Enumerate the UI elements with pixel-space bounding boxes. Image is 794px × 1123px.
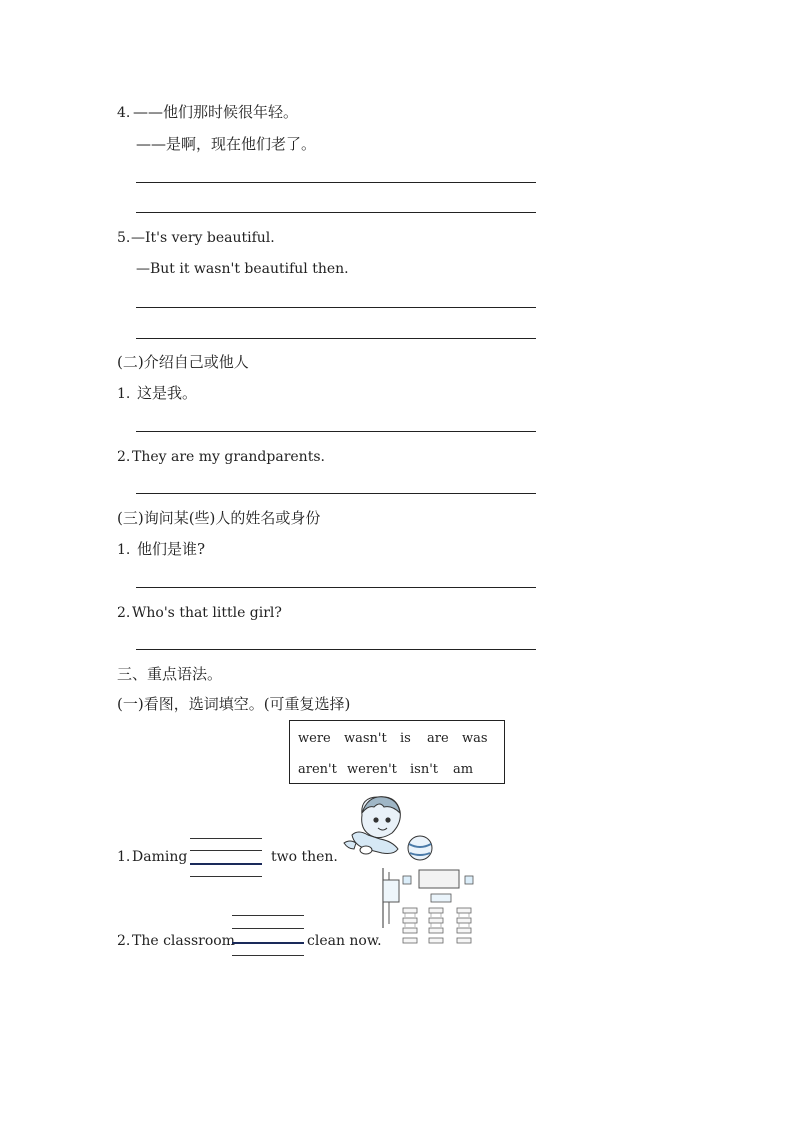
g-q1-after: two then. [271,849,338,865]
s2-q1-answer-line[interactable] [136,431,536,432]
g-q2-number: 2. [117,933,131,949]
s3-q2-text: Who's that little girl? [132,605,282,621]
g-q1-before: Daming [132,849,188,865]
q5-number: 5. [117,230,131,246]
q4-answer-line-1[interactable] [136,182,536,183]
word-option: are [427,731,449,746]
q4-line1: ——他们那时候很年轻。 [133,103,299,121]
classroom-image [381,866,479,946]
word-option: isn't [410,762,438,777]
s2-q2-number: 2. [117,449,131,465]
word-bank [289,720,505,784]
q4-line2: ——是啊，现在他们老了。 [136,135,317,153]
q5-answer-line-1[interactable] [136,307,536,308]
s2-q2-text: They are my grandparents. [132,449,325,465]
g-q2-after: clean now. [307,933,382,949]
word-option: wasn't [344,731,387,746]
s2-q2-answer-line[interactable] [136,493,536,494]
g-q1-number: 1. [117,849,131,865]
q5-line2: —But it wasn't beautiful then. [136,261,349,277]
q4-number: 4. [117,105,131,121]
word-option: is [400,731,411,746]
q5-line1: —It's very beautiful. [131,230,275,246]
s3-q2-answer-line[interactable] [136,649,536,650]
word-option: am [453,762,474,777]
s3-q2-number: 2. [117,605,131,621]
word-option: weren't [347,762,397,777]
word-option: was [462,731,488,746]
section-3-title: (三)询问某(些)人的姓名或身份 [117,509,321,527]
grammar-subtitle: (一)看图，选词填空。(可重复选择) [117,695,351,713]
word-option: aren't [298,762,337,777]
s2-q1-number: 1. [117,386,131,402]
q5-answer-line-2[interactable] [136,338,536,339]
section-2-title: (二)介绍自己或他人 [117,353,249,371]
baby-with-ball-image [340,793,435,863]
grammar-title: 三、重点语法。 [117,665,223,683]
g-q2-before: The classroom [132,933,235,949]
s3-q1-number: 1. [117,542,131,558]
word-option: were [298,731,331,746]
s2-q1-text: 这是我。 [137,384,198,402]
s3-q1-answer-line[interactable] [136,587,536,588]
q4-answer-line-2[interactable] [136,212,536,213]
s3-q1-text: 他们是谁? [137,540,206,558]
